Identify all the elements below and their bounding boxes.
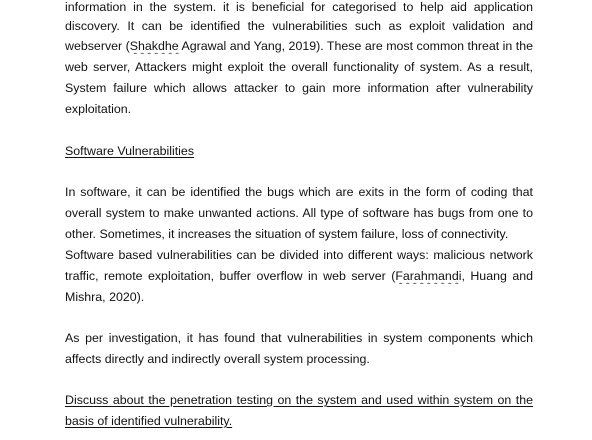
paragraph-3-line-1: As per investigation, it has found that vulnerabilities in system components which — [65, 331, 533, 345]
spellcheck-flagged-word[interactable]: Farahmandi — [395, 269, 462, 283]
paragraph-1-line-4: web server, Attackers might exploit the overall functionality of system. As a result, — [65, 60, 533, 74]
paragraph-1-line-1: information in the system. it is beneficial for categorised to help aid application — [65, 0, 533, 14]
paragraph-2-line-1: In software, it can be identified the bugs which are exits in the form of coding that — [65, 185, 533, 199]
paragraph-1-line-5: System failure which allows attacker to gain more information after vulnerability — [65, 81, 533, 95]
discuss-heading-line-2-text: basis of identified vulnerability. — [65, 414, 233, 428]
paragraph-1-line-2: discovery. It can be identified the vulnerabilities such as exploit validation and — [65, 19, 533, 33]
paragraph-1-line-3-post: Agrawal and Yang, 2019). These are most common threat in the — [178, 39, 533, 53]
paragraph-3-line-2: affects directly and indirectly overall system processing. — [65, 352, 370, 366]
paragraph-2-line-5-post: , Huang and — [461, 269, 533, 283]
discuss-heading-line-2 — [65, 413, 533, 429]
paragraph-2-line-4: Software based vulnerabilities can be divided into different ways: malicious network — [65, 248, 533, 262]
paragraph-1-line-3-pre: webserver ( — [65, 39, 130, 53]
paragraph-2-line-5-pre: traffic, remote exploitation, buffer overflow in web server ( — [65, 269, 396, 283]
paragraph-2-line-2: overall system to make unwanted actions. All type of software has bugs from one to — [65, 206, 533, 220]
paragraph-1-line-6: exploitation. — [65, 102, 132, 116]
discuss-heading-line-1: Discuss about the penetration testing on the system and used within system on the — [65, 393, 533, 407]
section-heading — [65, 143, 533, 159]
paragraph-2-line-3: other. Sometimes, it increases the situation of system failure, loss of connectivity. — [65, 227, 509, 241]
paragraph-2-line-5 — [65, 268, 533, 284]
section-heading-text: Software Vulnerabilities — [65, 144, 195, 158]
paragraph-1-line-3 — [65, 38, 533, 54]
spellcheck-flagged-word[interactable]: Shakdhe — [129, 39, 179, 53]
paragraph-2-line-6: Mishra, 2020). — [65, 290, 145, 304]
